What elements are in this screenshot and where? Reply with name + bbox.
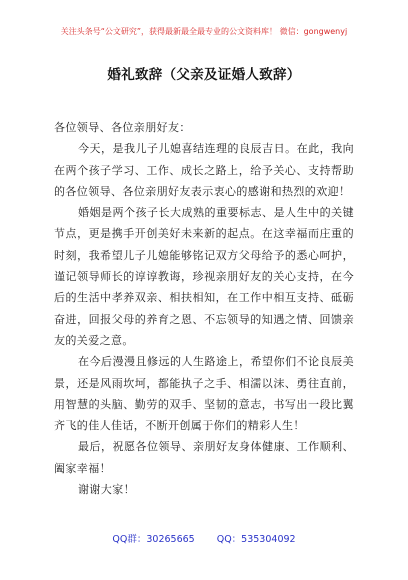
header-banner: 关注头条号“公文研究”，获得最新最全最专业的公文资料库！ 微信：gongwenyj — [60, 27, 348, 36]
paragraph-3: 在今后漫漫且修远的人生路途上，希望你们不论良辰美景，还是风雨坎坷，都能执子之手、相濡以沫、勇往直前，用智慧的头脑、勤劳的双手、坚韧的意志，书写出一段比翼齐飞的佳人佳话，不断开创属于你们的精彩人生！ — [54, 355, 354, 433]
salutation: 各位领导、各位亲朋好友： — [54, 121, 191, 134]
footer-qq: QQ：535304092 — [216, 534, 296, 545]
paragraph-2: 婚姻是两个孩子长大成熟的重要标志、是人生中的关键节点，更是携手开创美好未来新的起点。在这幸福而庄重的时刻，我希望儿子儿媳能够铭记双方父母给予的悉心呵护，谨记领导师长的谆谆教诲，珍视亲朋好友的关心支持，在今后的生活中孝养双亲、相扶相知，在工作中相互支持、砥砺奋进，回报父母的养育之恩、不忘领导的知遇之情、回馈亲友的关爱之意。 — [54, 206, 354, 347]
paragraph-1: 今天，是我儿子儿媳喜结连理的良辰吉日。在此，我向在两个孩子学习、工作、成长之路上，给予关心、支持帮助的各位领导、各位亲朋好友表示衷心的感谢和热烈的欢迎！ — [54, 142, 354, 198]
paragraph-4: 最后，祝愿各位领导、亲朋好友身体健康、工作顺利、阖家幸福！ — [54, 440, 354, 475]
footer-contact — [0, 534, 408, 546]
paragraph-5: 谢谢大家！ — [78, 483, 135, 497]
footer-qq-group: QQ群：30265665 — [112, 534, 195, 545]
document-title: 婚礼致辞（父亲及证婚人致辞） — [107, 67, 301, 83]
document-body — [54, 117, 354, 500]
